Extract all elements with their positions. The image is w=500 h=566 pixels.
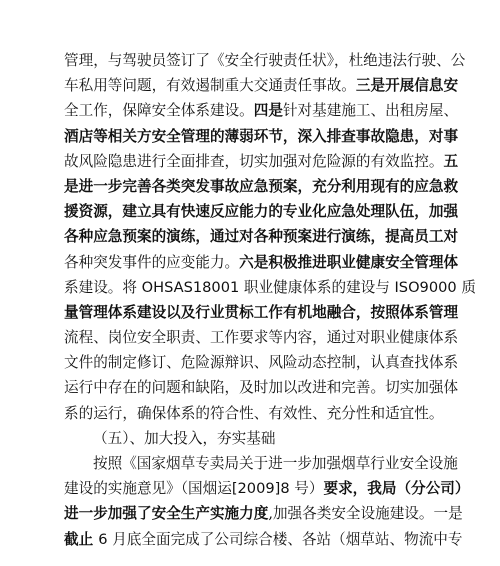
body-text bbox=[64, 48, 476, 552]
bold-text-segment: 六是积极推进职业健康安全管理体 bbox=[239, 253, 459, 271]
bold-text-segment: 五 bbox=[443, 152, 459, 170]
text-line bbox=[64, 73, 459, 98]
text-segment: 文件的制定修订、危险源辩识、风险动态控制，认真查找体系 bbox=[64, 354, 459, 372]
text-line bbox=[64, 350, 459, 375]
bold-text-segment: 截止 bbox=[64, 530, 99, 548]
text-segment: 月底全面完成了公司综合楼、各站（烟草站、物流中专 bbox=[107, 530, 463, 548]
text-line bbox=[64, 451, 458, 476]
text-line bbox=[64, 426, 436, 451]
bold-text-segment: 是进一步完善各类突发事故应急预案，充分利用现有的应急救 bbox=[64, 177, 459, 195]
text-segment: [2009]8 bbox=[231, 480, 290, 498]
text-line bbox=[64, 224, 459, 249]
bold-text-segment: 进一步加强了安全生产实施力度 bbox=[64, 505, 269, 523]
bold-text-segment: 四是 bbox=[253, 102, 283, 120]
bold-text-segment: 量管理体系建设以及行业贯标工作有机地融合，按照体系管理 bbox=[64, 303, 459, 321]
text-segment: 按照《国家烟草专卖局关于进一步加强烟草行业安全设施 bbox=[93, 455, 458, 472]
text-line bbox=[64, 48, 466, 73]
text-segment: 系的运行，确保体系的符合性、有效性、充分性和适宜性。 bbox=[64, 404, 444, 422]
text-segment: 质 bbox=[456, 278, 476, 296]
text-line bbox=[64, 375, 459, 400]
text-segment: （五）、加大投入，夯实基础 bbox=[93, 429, 276, 447]
text-line bbox=[64, 275, 476, 300]
text-segment: 6 bbox=[98, 530, 108, 548]
text-segment: 系建设。将 bbox=[64, 278, 142, 296]
text-line bbox=[64, 199, 459, 224]
text-line bbox=[64, 527, 463, 552]
text-line bbox=[64, 401, 444, 426]
text-segment: 职业健康体系的建设与 bbox=[239, 278, 395, 296]
text-segment: 号） bbox=[289, 480, 324, 498]
text-line bbox=[64, 501, 463, 526]
text-segment: 针对基建施工、出租房屋、 bbox=[282, 102, 459, 120]
text-segment: ,加强各类安全设施建设。一是 bbox=[268, 505, 463, 523]
text-segment: 流程、岗位安全职责、工作要求等内容，通过对职业健康体系 bbox=[64, 329, 459, 347]
text-segment: 故风险隐患进行全面排查，切实加强对危险源的有效监控。 bbox=[64, 152, 444, 170]
bold-text-segment: 各种应急预案的演练，通过对各种预案进行演练，提高员工对 bbox=[64, 228, 459, 246]
text-segment: ISO9000 bbox=[394, 278, 457, 296]
text-line bbox=[64, 476, 470, 501]
text-segment: OHSAS18001 bbox=[141, 278, 240, 296]
text-segment: 建设的实施意见》（国烟运 bbox=[64, 480, 232, 498]
text-segment: 各种突发事件的应变能力。 bbox=[64, 253, 240, 271]
text-line bbox=[64, 98, 459, 123]
bold-text-segment: 要求，我局（分公司） bbox=[323, 480, 470, 498]
text-segment: 运行中存在的问题和缺陷，及时加以改进和完善。切实加强体 bbox=[64, 379, 459, 397]
text-segment: 车私用等问题，有效遏制重大交通责任事故。 bbox=[64, 77, 356, 95]
text-line bbox=[64, 300, 459, 325]
text-line bbox=[64, 124, 459, 149]
text-line bbox=[64, 149, 459, 174]
text-segment: 全工作，保障安全体系建设。 bbox=[64, 102, 254, 120]
text-line bbox=[64, 174, 459, 199]
bold-text-segment: 援资源，建立具有快速反应能力的专业化应急处理队伍，加强 bbox=[64, 203, 459, 221]
text-line bbox=[64, 250, 459, 275]
bold-text-segment: 酒店等相关方安全管理的薄弱环节，深入排查事故隐患，对事 bbox=[64, 127, 459, 145]
text-line bbox=[64, 325, 459, 350]
text-segment: 管理，与驾驶员签订了《安全行驶责任状》，杜绝违法行驶、公 bbox=[64, 52, 466, 69]
bold-text-segment: 三是开展信息安 bbox=[355, 77, 459, 95]
